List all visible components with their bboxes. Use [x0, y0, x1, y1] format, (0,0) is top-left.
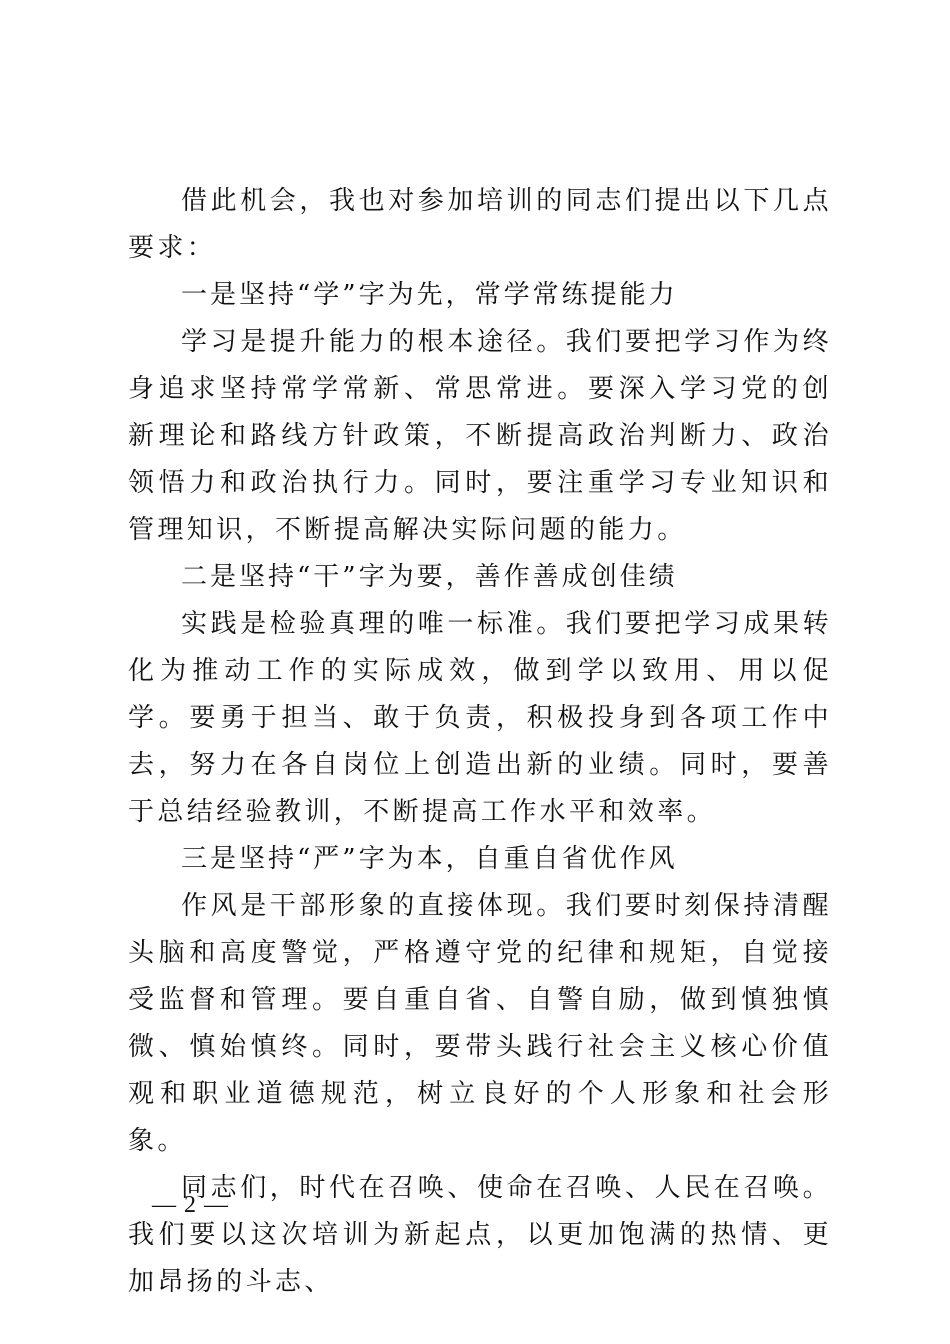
- closing-paragraph: 同志们，时代在召唤、使命在召唤、人民在召唤。我们要以这次培训为新起点，以更加饱满的热情、更加昂扬的斗志、: [128, 1173, 832, 1297]
- section-heading-3: 三是坚持“严”字为本，自重自省优作风: [181, 844, 678, 874]
- intro-paragraph: 借此机会，我也对参加培训的同志们提出以下几点要求：: [128, 186, 832, 263]
- section-heading-2: 二是坚持“干”字为要，善作善成创佳绩: [181, 562, 678, 592]
- document-body: [128, 178, 832, 1306]
- section-body-2: 实践是检验真理的唯一标准。我们要把学习成果转化为推动工作的实际成效，做到学以致用、用以促学。要勇于担当、敢于负责，积极投身到各项工作中去，努力在各自岗位上创造出新的业绩。同时，要善于总结经验教训，不断提高工作水平和效率。: [128, 609, 832, 827]
- section-heading-1: 一是坚持“学”字为先，常学常练提能力: [181, 280, 678, 310]
- section-body-3: 作风是干部形象的直接体现。我们要时刻保持清醒头脑和高度警觉，严格遵守党的纪律和规矩，自觉接受监督和管理。要自重自省、自警自励，做到慎独慎微、慎始慎终。同时，要带头践行社会主义核心价值观和职业道德规范，树立良好的个人形象和社会形象。: [128, 891, 832, 1156]
- section-body-1: 学习是提升能力的根本途径。我们要把学习作为终身追求坚持常学常新、常思常进。要深入学习党的创新理论和路线方针政策，不断提高政治判断力、政治领悟力和政治执行力。同时，要注重学习专业知识和管理知识，不断提高解决实际问题的能力。: [128, 327, 832, 545]
- page-number: — 2 —: [152, 1192, 229, 1218]
